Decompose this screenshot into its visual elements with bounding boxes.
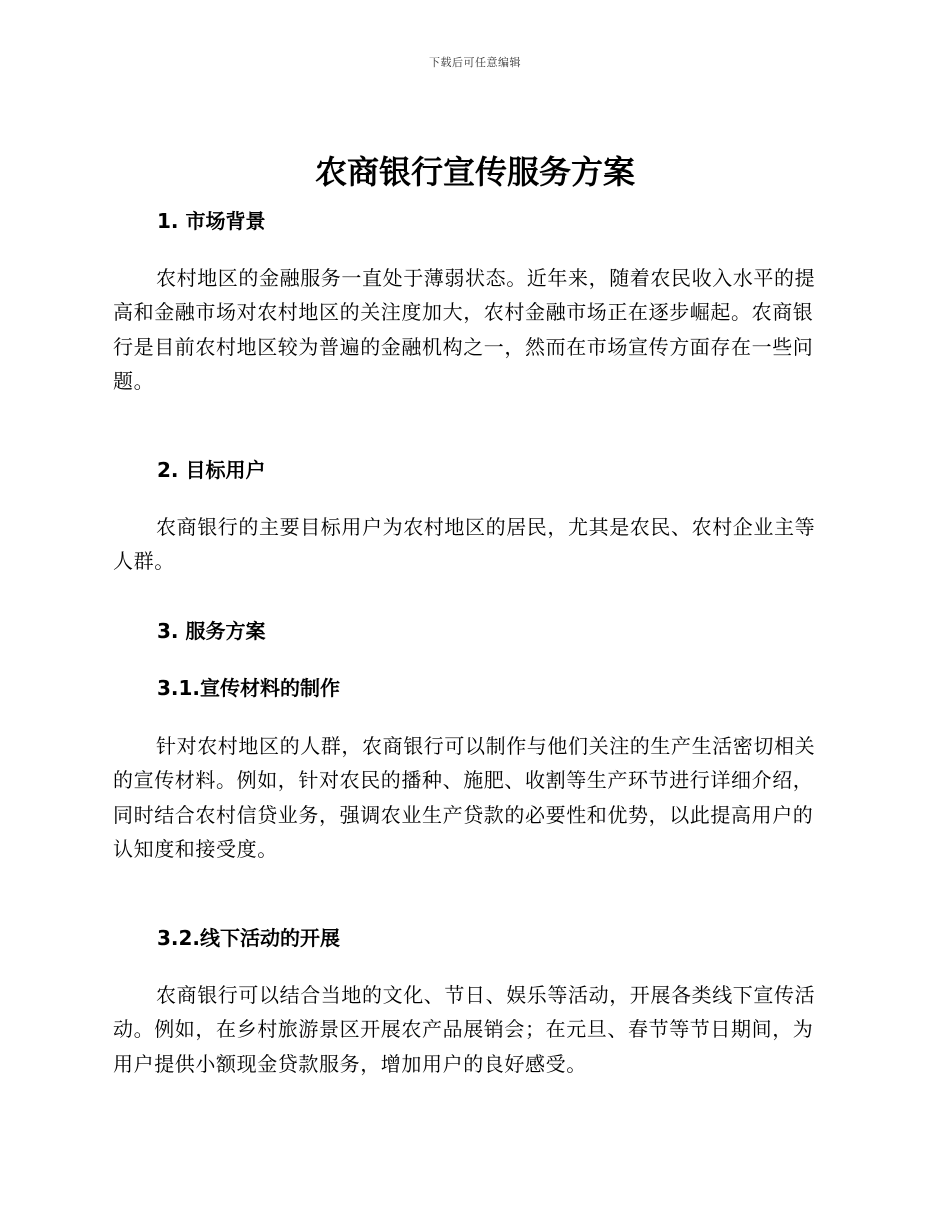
section-paragraph-market-background: 农村地区的金融服务一直处于薄弱状态。近年来，随着农民收入水平的提高和金融市场对农村地区的关注度加大，农村金融市场正在逐步崛起。农商银行是目前农村地区较为普遍的金融机构之一，然而在市场宣传方面存在一些问题。 [113, 266, 816, 393]
section-paragraph-promotional-materials: 针对农村地区的人群，农商银行可以制作与他们关注的生产生活密切相关的宣传材料。例如，针对农民的播种、施肥、收割等生产环节进行详细介绍，同时结合农村信贷业务，强调农业生产贷款的必要性和优势，以此提高用户的认知度和接受度。 [113, 734, 816, 861]
page-header-note: 下载后可任意编辑 [429, 56, 521, 69]
section-heading-market-background: 1. 市场背景 [157, 209, 266, 233]
section-heading-service-plan: 3. 服务方案 [157, 619, 266, 643]
section-heading-offline-activities: 3.2.线下活动的开展 [157, 926, 341, 950]
document-title: 农商银行宣传服务方案 [314, 153, 635, 191]
section-paragraph-target-users: 农商银行的主要目标用户为农村地区的居民，尤其是农民、农村企业主等人群。 [113, 515, 816, 574]
section-paragraph-offline-activities: 农商银行可以结合当地的文化、节日、娱乐等活动，开展各类线下宣传活动。例如，在乡村旅游景区开展农产品展销会；在元旦、春节等节日期间，为用户提供小额现金贷款服务，增加用户的良好感受。 [113, 983, 816, 1076]
section-heading-target-users: 2. 目标用户 [157, 458, 266, 482]
section-heading-promotional-materials: 3.1.宣传材料的制作 [157, 676, 341, 700]
